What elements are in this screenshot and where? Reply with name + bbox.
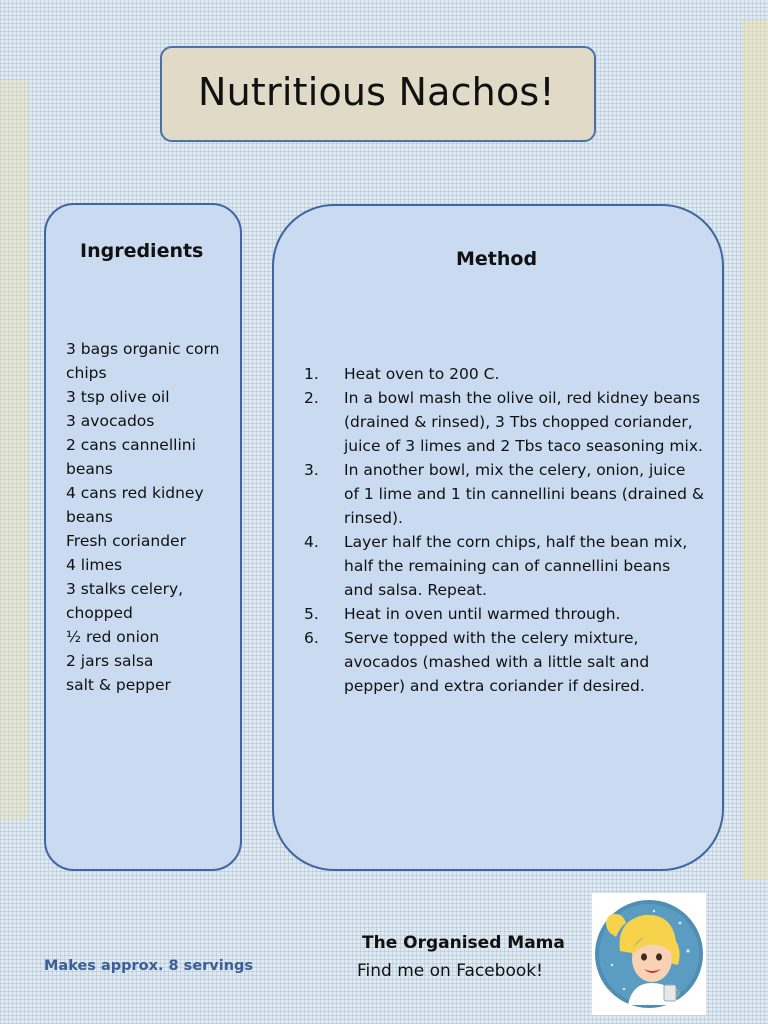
ingredient-item: 3 stalks celery, chopped — [66, 580, 184, 622]
method-step — [304, 602, 704, 626]
ingredient-item: salt & pepper — [66, 676, 171, 694]
step-number: 1. — [304, 365, 319, 383]
ingredients-heading: Ingredients — [80, 240, 204, 262]
avatar-illustration-icon — [592, 893, 706, 1015]
step-number: 4. — [304, 533, 319, 551]
step-text: Serve topped with the celery mixture, avocados (mashed with a little salt and pepper) and extra coriander if desired. — [344, 629, 650, 695]
ingredient-item: ½ red onion — [66, 628, 160, 646]
avatar — [592, 893, 706, 1015]
method-step — [304, 386, 704, 458]
ingredient-item: 3 bags organic corn chips — [66, 340, 220, 382]
method-step — [304, 362, 704, 386]
page-title: Nutritious Nachos! — [198, 70, 555, 114]
servings-note: Makes approx. 8 servings — [44, 958, 254, 974]
ingredient-list — [66, 337, 236, 697]
step-number: 2. — [304, 389, 319, 407]
author-name: The Organised Mama — [362, 933, 565, 953]
step-number: 6. — [304, 629, 319, 647]
title-box — [160, 46, 596, 142]
step-text: Layer half the corn chips, half the bean mix, half the remaining can of cannellini beans and salsa. Repeat. — [344, 533, 688, 599]
method-step — [304, 530, 704, 602]
step-number: 5. — [304, 605, 319, 623]
method-step — [304, 626, 704, 698]
step-number: 3. — [304, 461, 319, 479]
step-text: Heat in oven until warmed through. — [344, 605, 621, 623]
step-text: Heat oven to 200 C. — [344, 365, 500, 383]
right-edge-strip — [742, 20, 768, 880]
ingredient-item: 2 jars salsa — [66, 652, 154, 670]
ingredient-item: 2 cans cannellini beans — [66, 436, 196, 478]
ingredient-item: 4 cans red kidney beans — [66, 484, 204, 526]
ingredient-item: 3 tsp olive oil — [66, 388, 170, 406]
step-text: In another bowl, mix the celery, onion, juice of 1 lime and 1 tin cannellini beans (drained & rinsed). — [344, 461, 704, 527]
method-list — [304, 362, 704, 698]
method-heading: Method — [456, 248, 538, 270]
left-edge-strip — [0, 80, 28, 820]
ingredient-item: 3 avocados — [66, 412, 155, 430]
step-text: In a bowl mash the olive oil, red kidney beans (drained & rinsed), 3 Tbs chopped coriander, juice of 3 limes and 2 Tbs taco seasoning mix. — [344, 389, 703, 455]
method-step — [304, 458, 704, 530]
ingredient-item: 4 limes — [66, 556, 123, 574]
method-panel — [272, 204, 724, 871]
facebook-note: Find me on Facebook! — [357, 961, 543, 981]
ingredients-panel — [44, 203, 242, 871]
ingredient-item: Fresh coriander — [66, 532, 186, 550]
